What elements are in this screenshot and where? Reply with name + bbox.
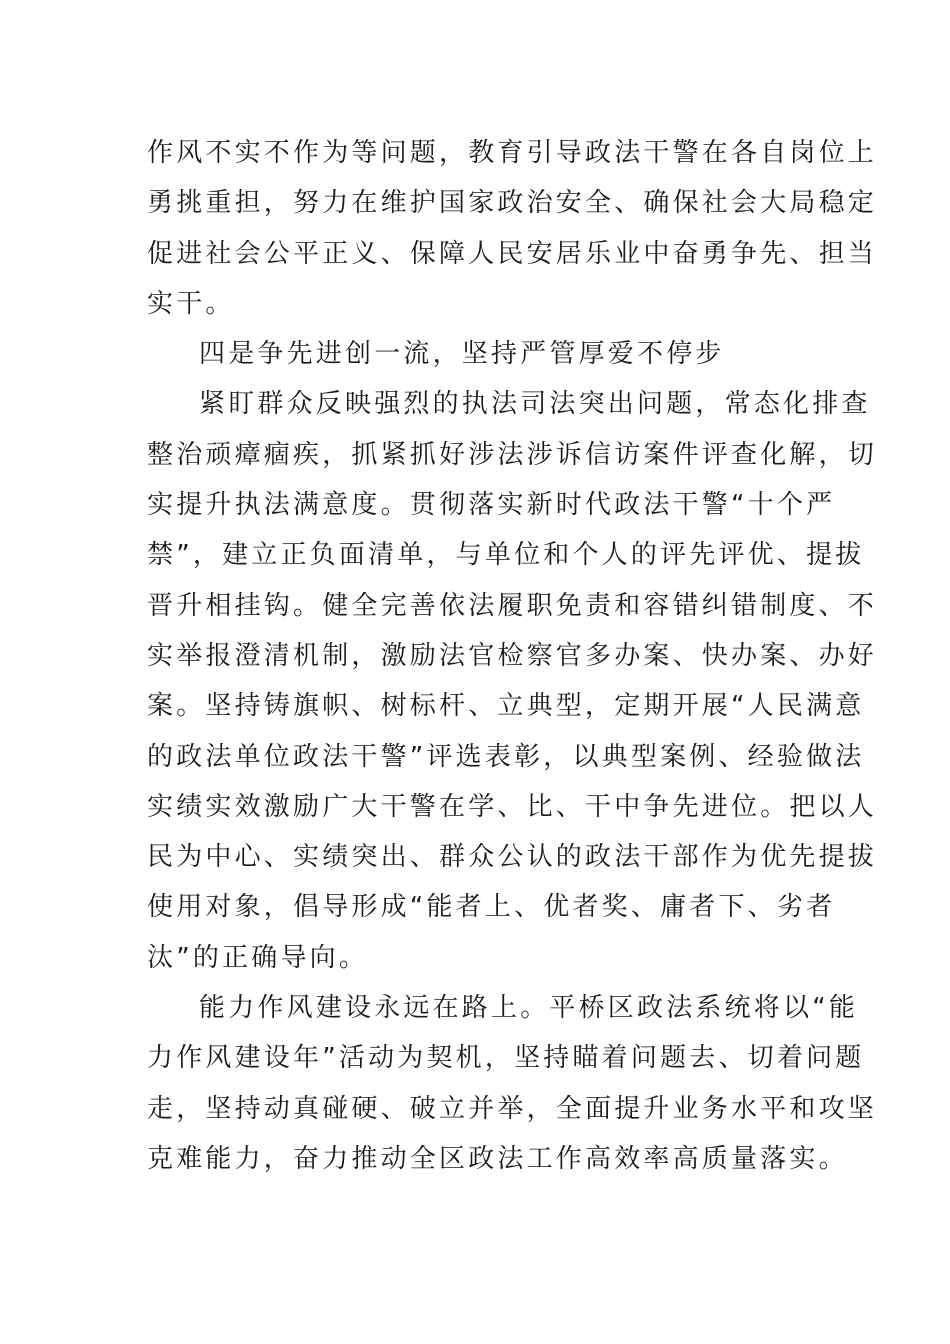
text-line: 实绩实效激励广大干警在学、比、干中争先进位。把以人 (147, 791, 878, 822)
body-text (147, 128, 878, 1184)
text-line: 能力作风建设永远在路上。平桥区政法系统将以“能 (199, 993, 859, 1024)
text-line: 走，坚持动真碰硬、破立并举，全面提升业务水平和攻坚 (147, 1093, 878, 1124)
text-line: 实举报澄清机制，激励法官检察官多办案、快办案、办好 (147, 640, 878, 671)
text-line: 整治顽瘴痼疾，抓紧抓好涉法涉诉信访案件评查化解，切 (147, 439, 878, 470)
text-line: 案。坚持铸旗帜、树标杆、立典型，定期开展“人民满意 (147, 691, 865, 722)
text-line: 晋升相挂钩。健全完善依法履职免责和容错纠错制度、不 (147, 590, 878, 621)
text-line: 禁”，建立正负面清单，与单位和个人的评先评优、提拔 (147, 540, 865, 571)
text-line: 力作风建设年”活动为契机，坚持瞄着问题去、切着问题 (147, 1043, 865, 1074)
section-heading: 四是争先进创一流，坚持严管厚爱不停步 (199, 339, 725, 370)
text-line: 作风不实不作为等问题，教育引导政法干警在各自岗位上 (147, 138, 878, 168)
text-line: 紧盯群众反映强烈的执法司法突出问题，常态化排查 (199, 389, 871, 420)
text-line: 克难能力，奋力推动全区政法工作高效率高质量落实。 (147, 1143, 848, 1174)
text-line: 实提升执法满意度。贯彻落实新时代政法干警“十个严 (147, 490, 836, 521)
text-line: 促进社会公平正义、保障人民安居乐业中奋勇争先、担当 (147, 238, 878, 269)
text-line: 的政法单位政法干警”评选表彰，以典型案例、经验做法 (147, 741, 865, 772)
text-line: 汰”的正确导向。 (147, 942, 369, 973)
text-line: 实干。 (147, 288, 235, 319)
text-line: 民为中心、实绩突出、群众公认的政法干部作为优先提拔 (147, 842, 878, 873)
text-line: 勇挑重担，努力在维护国家政治安全、确保社会大局稳定 (147, 188, 878, 219)
text-line: 使用对象，倡导形成“能者上、优者奖、庸者下、劣者 (147, 892, 836, 923)
